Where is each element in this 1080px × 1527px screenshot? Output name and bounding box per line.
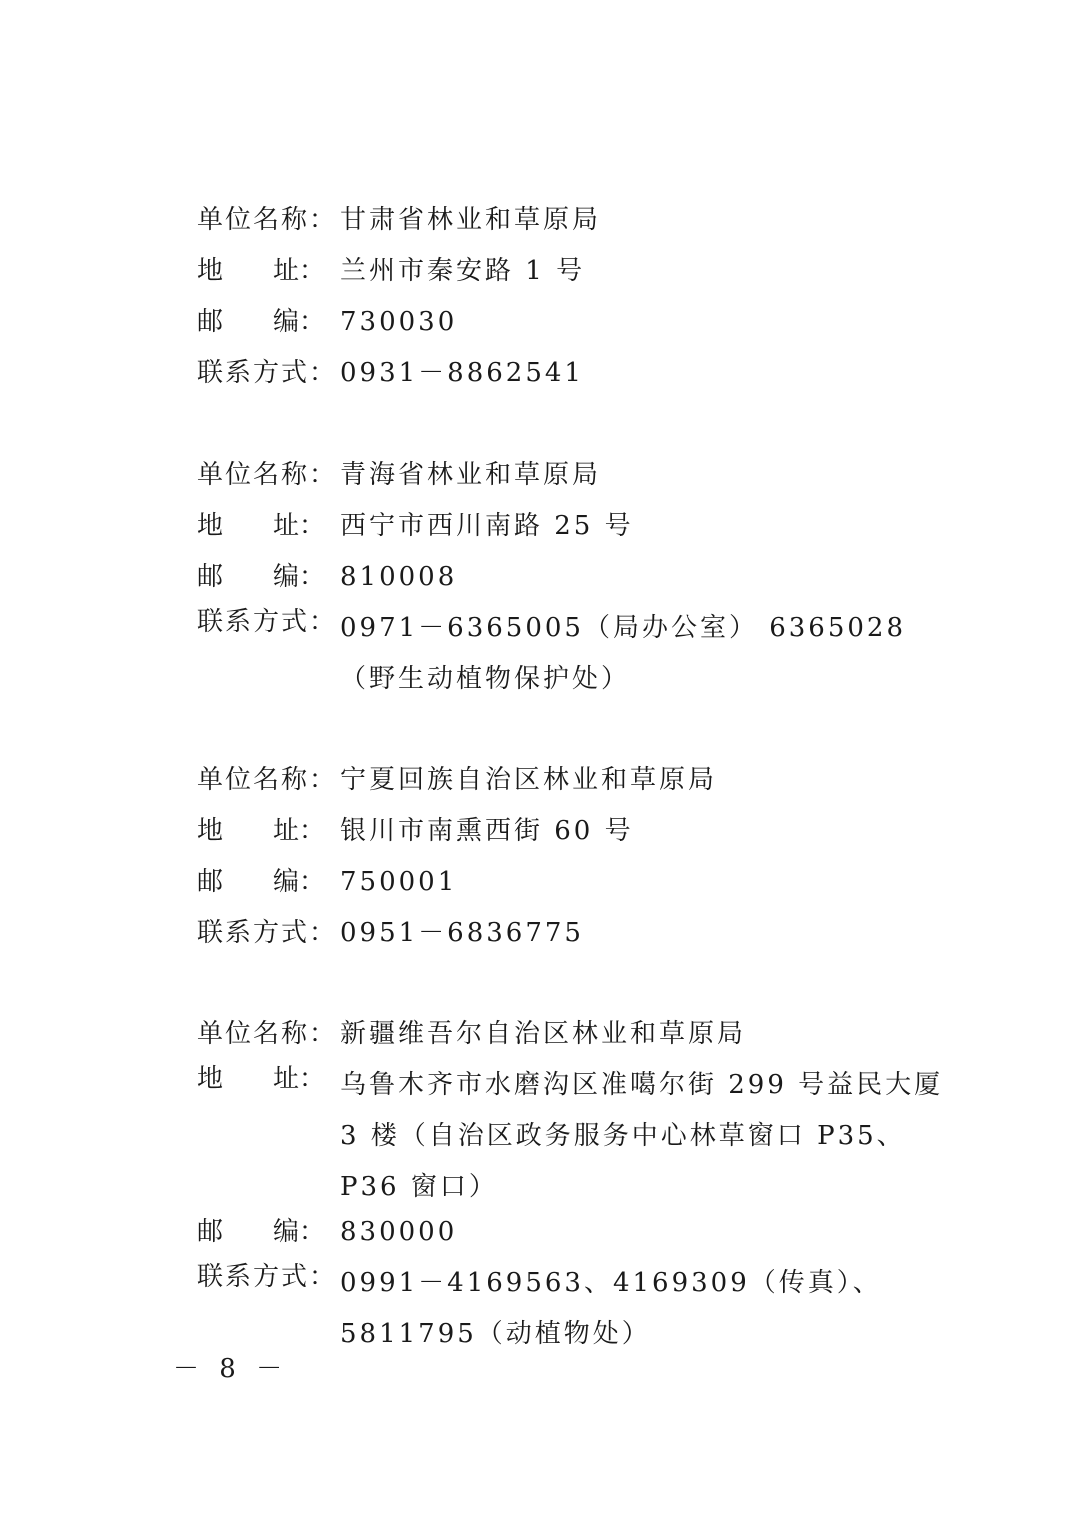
org-address: 银川市南熏西街 60 号 (340, 816, 634, 846)
name-row (197, 456, 957, 507)
contact-label: 联系方式： (197, 1262, 338, 1292)
org-address: 兰州市秦安路 1 号 (340, 256, 586, 286)
contact-row (197, 354, 957, 405)
zip-row (197, 303, 957, 354)
name-label: 单位名称： (197, 205, 338, 235)
address-row (197, 1060, 957, 1213)
org-contact: 0971－6365005（局办公室） 6365028（野生动植物保护处） (340, 613, 907, 694)
org-contact: 0991－4169563、4169309（传真）、5811795（动植物处） (340, 1268, 882, 1349)
org-name: 甘肃省林业和草原局 (340, 205, 602, 235)
org-entry-ningxia (197, 761, 957, 965)
org-contact: 0951－6836775 (340, 918, 584, 948)
contact-label: 联系方式： (197, 918, 338, 948)
org-entry-gansu (197, 201, 957, 405)
zip-label: 邮 编： (197, 1217, 325, 1247)
org-entry-xinjiang (197, 1015, 957, 1360)
name-row (197, 1015, 957, 1066)
zip-row (197, 1213, 957, 1264)
org-contact: 0931－8862541 (340, 358, 584, 388)
name-label: 单位名称： (197, 1019, 338, 1049)
address-label: 地 址： (197, 256, 325, 286)
zip-label: 邮 编： (197, 307, 325, 337)
org-zip: 750001 (340, 867, 458, 897)
zip-row (197, 863, 957, 914)
org-zip: 730030 (340, 307, 458, 337)
contact-row (197, 914, 957, 965)
address-label: 地 址： (197, 816, 325, 846)
org-name: 新疆维吾尔自治区林业和草原局 (340, 1019, 747, 1049)
contact-label: 联系方式： (197, 607, 338, 637)
name-row (197, 201, 957, 252)
name-label: 单位名称： (197, 460, 338, 490)
org-name: 宁夏回族自治区林业和草原局 (340, 765, 718, 795)
org-zip: 830000 (340, 1217, 458, 1247)
org-entry-qinghai (197, 456, 957, 705)
name-row (197, 761, 957, 812)
address-row (197, 252, 957, 303)
zip-label: 邮 编： (197, 562, 325, 592)
contact-label: 联系方式： (197, 358, 338, 388)
name-label: 单位名称： (197, 765, 338, 795)
address-row (197, 812, 957, 863)
address-label: 地 址： (197, 1064, 325, 1094)
address-label: 地 址： (197, 511, 325, 541)
contact-row (197, 1258, 957, 1360)
address-row (197, 507, 957, 558)
page-number: － 8 － (173, 1354, 289, 1384)
zip-row (197, 558, 957, 609)
contact-row (197, 603, 957, 705)
zip-label: 邮 编： (197, 867, 325, 897)
org-address: 西宁市西川南路 25 号 (340, 511, 634, 541)
org-name: 青海省林业和草原局 (340, 460, 602, 490)
org-zip: 810008 (340, 562, 458, 592)
org-address: 乌鲁木齐市水磨沟区准噶尔街 299 号益民大厦 3 楼（自治区政务服务中心林草窗口 P35、P36 窗口） (340, 1070, 944, 1202)
